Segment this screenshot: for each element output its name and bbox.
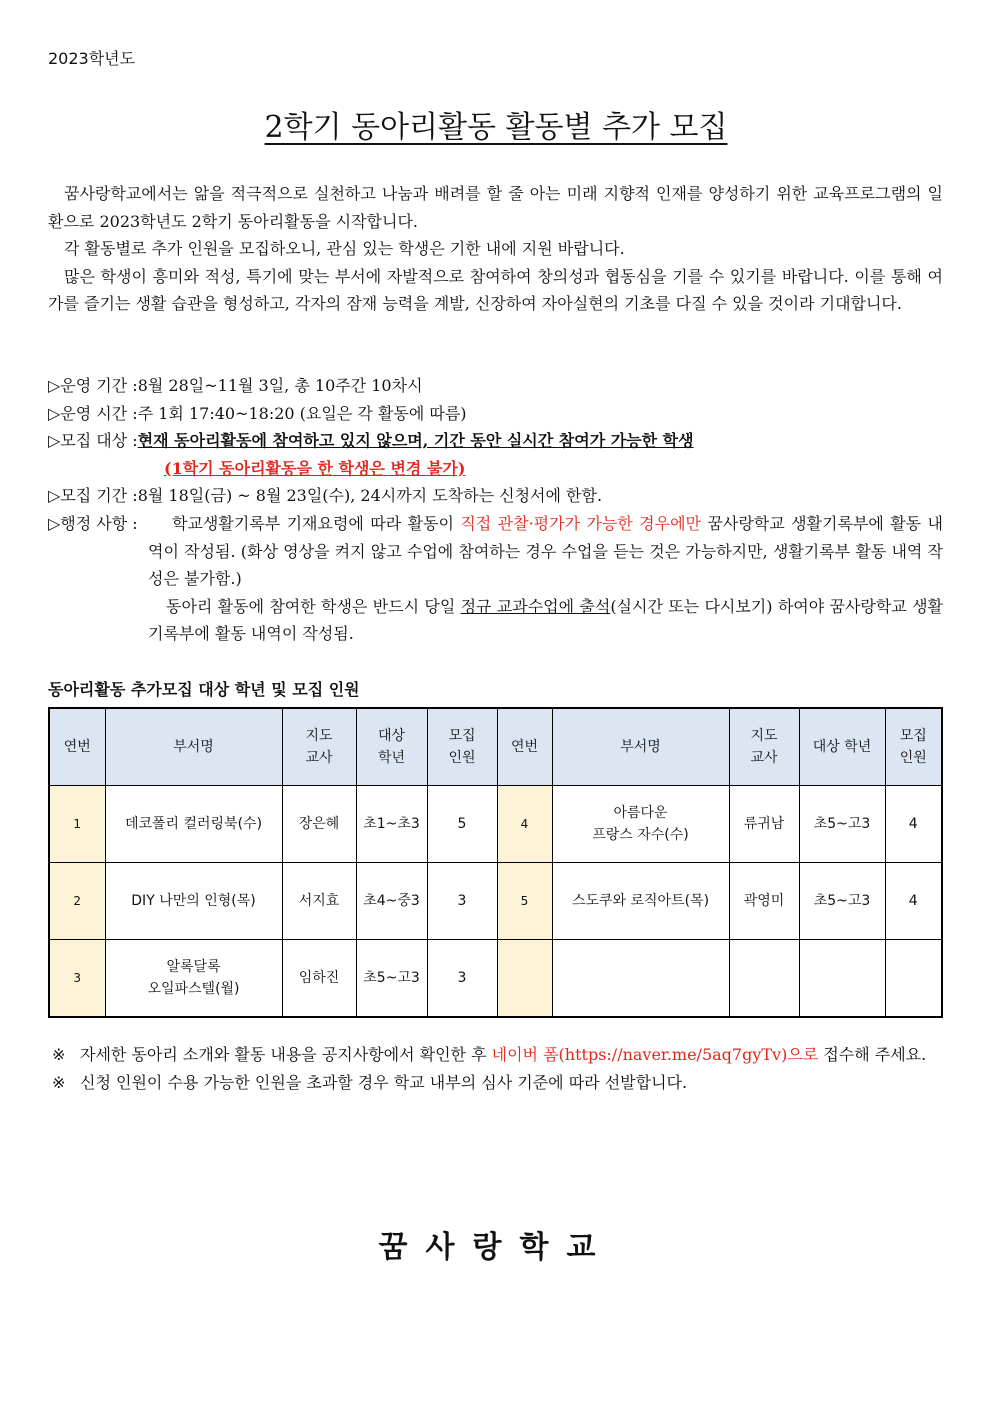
- note-mark: ※: [52, 1045, 66, 1064]
- intro-text: [48, 180, 943, 318]
- intro-paragraph-1: 꿈사랑학교에서는 앎을 적극적으로 실천하고 나눔과 배려를 할 줄 아는 미래 지향적 인재를 양성하기 위한 교육프로그램의 일환으로 2023학년도 2학기 동아리활동을 시작합니다.: [48, 184, 943, 231]
- cell-count-right: 4: [885, 786, 942, 863]
- cell-dept-right: 스도쿠와 로직아트(목): [552, 863, 729, 940]
- cell-grade-right: 초5~고3: [799, 863, 885, 940]
- table-row: [49, 786, 942, 863]
- cell-teacher: 서지효: [282, 863, 356, 940]
- cell-grade: 초1~초3: [356, 786, 427, 863]
- cell-dept: 데코폴리 컬러링북(수): [105, 786, 282, 863]
- document-year: 2023학년도: [48, 49, 136, 68]
- info-time: ▷운영 시간 : 주 1회 17:40~18:20 (요일은 각 활동에 따름): [48, 403, 467, 423]
- cell-teacher: 임하진: [282, 940, 356, 1018]
- note-1: ※ 자세한 동아리 소개와 활동 내용을 공지사항에서 확인한 후 네이버 폼(https://naver.me/5aq7gyTv)으로 접수해 주세요.: [52, 1041, 944, 1069]
- cell-no-right: [497, 940, 552, 1018]
- info-target: ▷모집 대상 : 현재 동아리활동에 참여하고 있지 않으며, 기간 동안 실시간 참여가 가능한 학생: [48, 431, 694, 451]
- club-table: [48, 707, 943, 1018]
- header-teacher-right: 지도 교사: [729, 708, 799, 786]
- info-recruit-period: ▷모집 기간 : 8월 18일(금) ~ 8월 23일(수), 24시까지 도착하는 신청서에 한함.: [48, 486, 603, 506]
- cell-no: 2: [49, 863, 105, 940]
- info-admin-text-2: 동아리 활동에 참여한 학생은 반드시 당일 정규 교과수업에 출석(실시간 또는 다시보기) 하여야 꿈사랑학교 생활기록부에 활동 내역이 작성됨.: [148, 596, 943, 644]
- table-row: [49, 940, 942, 1018]
- page-title: 2학기 동아리활동 활동별 추가 모집: [264, 110, 728, 145]
- cell-dept: DIY 나만의 인형(목): [105, 863, 282, 940]
- header-grade: 대상 학년: [356, 708, 427, 786]
- cell-count-right: 4: [885, 863, 942, 940]
- cell-dept: 알록달록 오일파스텔(월): [105, 940, 282, 1018]
- cell-grade: 초5~고3: [356, 940, 427, 1018]
- notes: [52, 1041, 944, 1097]
- info-admin-text: 학교생활기록부 기재요령에 따라 활동이 직접 관찰·평가가 가능한 경우에만 꿈사랑학교 생활기록부에 활동 내역이 작성됨. (화상 영상을 켜지 않고 수업에 참여하는 경우 수업을 듣는 것은 가능하지만, 생활기록부 활동 내역 작성은 불가함.): [148, 513, 943, 589]
- cell-no-right: 4: [497, 786, 552, 863]
- school-name: 꿈사랑학교: [378, 1230, 614, 1265]
- header-teacher: 지도 교사: [282, 708, 356, 786]
- table-section-title: 동아리활동 추가모집 대상 학년 및 모집 인원: [48, 680, 360, 699]
- intro-paragraph-2: 각 활동별로 추가 인원을 모집하오니, 관심 있는 학생은 기한 내에 지원 바랍니다.: [64, 239, 625, 259]
- cell-dept-right: 아름다운 프랑스 자수(수): [552, 786, 729, 863]
- note-mark: ※: [52, 1073, 66, 1092]
- cell-grade-right: [799, 940, 885, 1018]
- naver-form-link[interactable]: 네이버 폼(https://naver.me/5aq7gyTv)으로: [491, 1045, 819, 1064]
- cell-count: 3: [427, 863, 497, 940]
- note-2: ※ 신청 인원이 수용 가능한 인원을 초과할 경우 학교 내부의 심사 기준에 따라 선발합니다.: [52, 1069, 944, 1097]
- info-period: ▷운영 기간 : 8월 28일~11월 3일, 총 10주간 10차시: [48, 376, 423, 395]
- cell-teacher-right: 류귀남: [729, 786, 799, 863]
- header-dept-right: 부서명: [552, 708, 729, 786]
- cell-teacher-right: [729, 940, 799, 1018]
- header-count-right: 모집 인원: [885, 708, 942, 786]
- cell-grade-right: 초5~고3: [799, 786, 885, 863]
- info-list: [48, 372, 943, 648]
- cell-no: 1: [49, 786, 105, 863]
- cell-count: 3: [427, 940, 497, 1018]
- header-grade-right: 대상 학년: [799, 708, 885, 786]
- cell-no: 3: [49, 940, 105, 1018]
- header-no-right: 연번: [497, 708, 552, 786]
- header-dept: 부서명: [105, 708, 282, 786]
- cell-no-right: 5: [497, 863, 552, 940]
- cell-teacher: 장은혜: [282, 786, 356, 863]
- intro-paragraph-3: 많은 학생이 흥미와 적성, 특기에 맞는 부서에 자발적으로 참여하여 창의성과 협동심을 기를 수 있기를 바랍니다. 이를 통해 여가를 즐기는 생활 습관을 형성하고, 각자의 잠재 능력을 계발, 신장하여 자아실현의 기초를 다질 수 있을 것이라 기대합니다.: [48, 266, 943, 314]
- info-admin: ▷행정 사항 :: [48, 513, 138, 533]
- header-no: 연번: [49, 708, 105, 786]
- table-row: [49, 863, 942, 940]
- header-count: 모집 인원: [427, 708, 497, 786]
- table-header-row: [49, 708, 942, 786]
- cell-dept-right: [552, 940, 729, 1018]
- cell-teacher-right: 곽영미: [729, 863, 799, 940]
- info-target-note: (1학기 동아리활동을 한 학생은 변경 불가): [164, 458, 466, 478]
- cell-count-right: [885, 940, 942, 1018]
- cell-count: 5: [427, 786, 497, 863]
- cell-grade: 초4~중3: [356, 863, 427, 940]
